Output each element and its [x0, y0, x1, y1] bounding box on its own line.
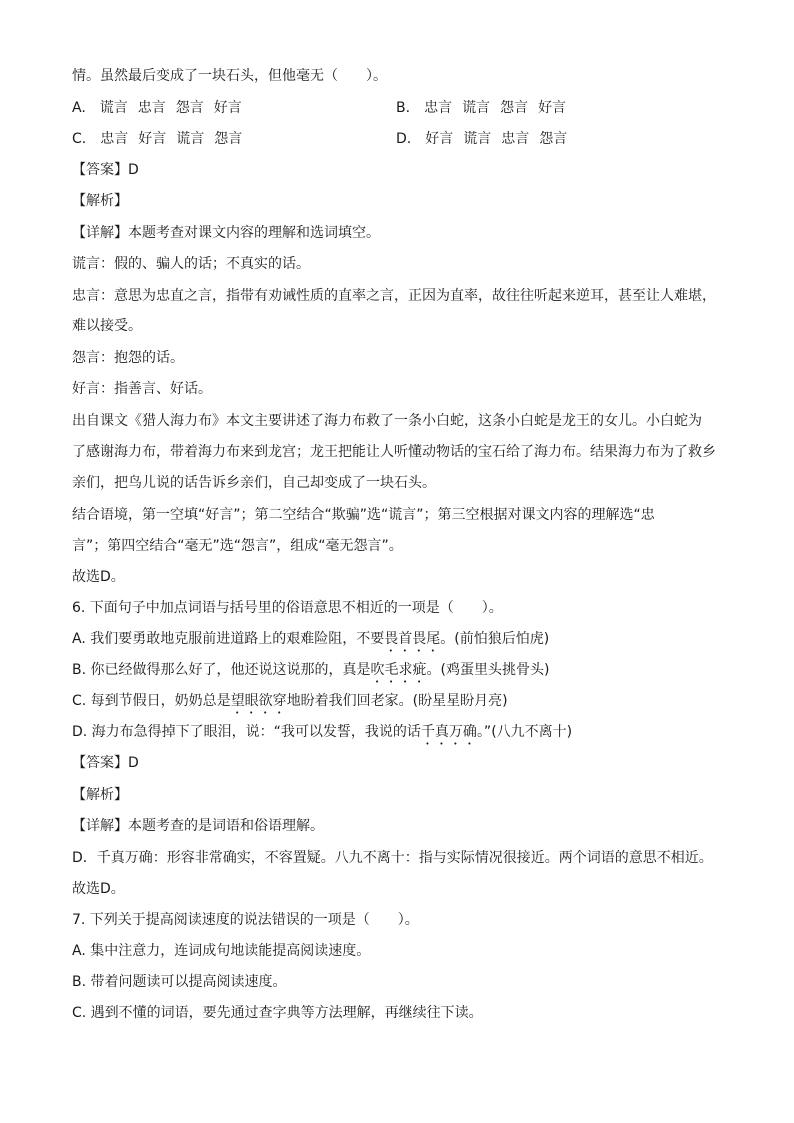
answer-label: 【答案】D: [72, 162, 139, 178]
option-d: D. 好言 谎言 忠言 怨言: [396, 131, 568, 147]
detail-text: 【详解】本题考查对课文内容的理解和选词填空。: [72, 225, 380, 241]
q7-option-a: A. 集中注意力，连词成句地读能提高阅读速度。: [72, 943, 371, 959]
definition-line: 忠言：意思为忠直之言，指带有劝诫性质的直率之言，正因为直率，故往往听起来逆耳，甚至让人难堪，: [72, 288, 716, 304]
conclusion-line: 故选D。: [72, 569, 125, 585]
option-a: A. 谎言 忠言 怨言 好言: [72, 100, 242, 116]
question-6: 6. 下面句子中加点词语与括号里的俗语意思不相近的一项是（ ）。: [72, 600, 503, 616]
analysis-label: 【解析】: [72, 193, 128, 209]
option-c: C. 忠言 好言 谎言 怨言: [72, 131, 243, 147]
q6-option-c: C. 每到节假日，奶奶总是望眼欲穿地盼着我们回老家。(盼星星盼月亮): [72, 693, 508, 709]
definition-line: 怨言：抱怨的话。: [72, 350, 184, 366]
detail-text: 【详解】本题考查的是词语和俗语理解。: [72, 818, 324, 834]
text-line: 情。虽然最后变成了一块石头，但他毫无（ ）。: [72, 68, 387, 84]
definition-line: 难以接受。: [72, 318, 142, 334]
definition-line: 谎言：假的、骗人的话；不真实的话。: [72, 256, 310, 272]
conclusion-line: 故选D。: [72, 881, 125, 897]
q6-option-d: D. 海力布急得掉下了眼泪，说：“我可以发誓，我说的话千真万确。”(八九不离十): [72, 724, 573, 740]
question-7: 7. 下列关于提高阅读速度的说法错误的一项是（ ）。: [72, 912, 419, 928]
story-line: 出自课文《猎人海力布》本文主要讲述了海力布救了一条小白蛇，这条小白蛇是龙王的女儿。小白蛇为: [72, 413, 702, 429]
definition-line: 好言：指善言、好话。: [72, 381, 212, 397]
story-line: 了感谢海力布，带着海力布来到龙宫；龙王把能让人听懂动物话的宝石给了海力布。结果海力布为了救乡: [72, 444, 716, 460]
explanation-line: D．千真万确：形容非常确实，不容置疑。八九不离十：指与实际情况很接近。两个词语的意思不相近。: [72, 850, 713, 866]
context-line: 言”；第四空结合“毫无”选“怨言”，组成“毫无怨言”。: [72, 538, 403, 554]
context-line: 结合语境，第一空填“好言”；第二空结合“欺骗”选“谎言”；第三空根据对课文内容的理解选“忠: [72, 507, 655, 523]
q6-option-b: B. 你已经做得那么好了，他还说这说那的，真是吹毛求疵。(鸡蛋里头挑骨头): [72, 662, 550, 678]
story-line: 亲们，把鸟儿说的话告诉乡亲们，自己却变成了一块石头。: [72, 475, 436, 491]
q7-option-c: C. 遇到不懂的词语，要先通过查字典等方法理解，再继续往下读。: [72, 1005, 483, 1021]
analysis-label: 【解析】: [72, 787, 128, 803]
option-b: B. 忠言 谎言 怨言 好言: [396, 100, 567, 116]
q6-option-a: A. 我们要勇敢地克服前进道路上的艰难险阻，不要畏首畏尾。(前怕狼后怕虎): [72, 631, 550, 647]
answer-label: 【答案】D: [72, 755, 139, 771]
q7-option-b: B. 带着问题读可以提高阅读速度。: [72, 974, 287, 990]
